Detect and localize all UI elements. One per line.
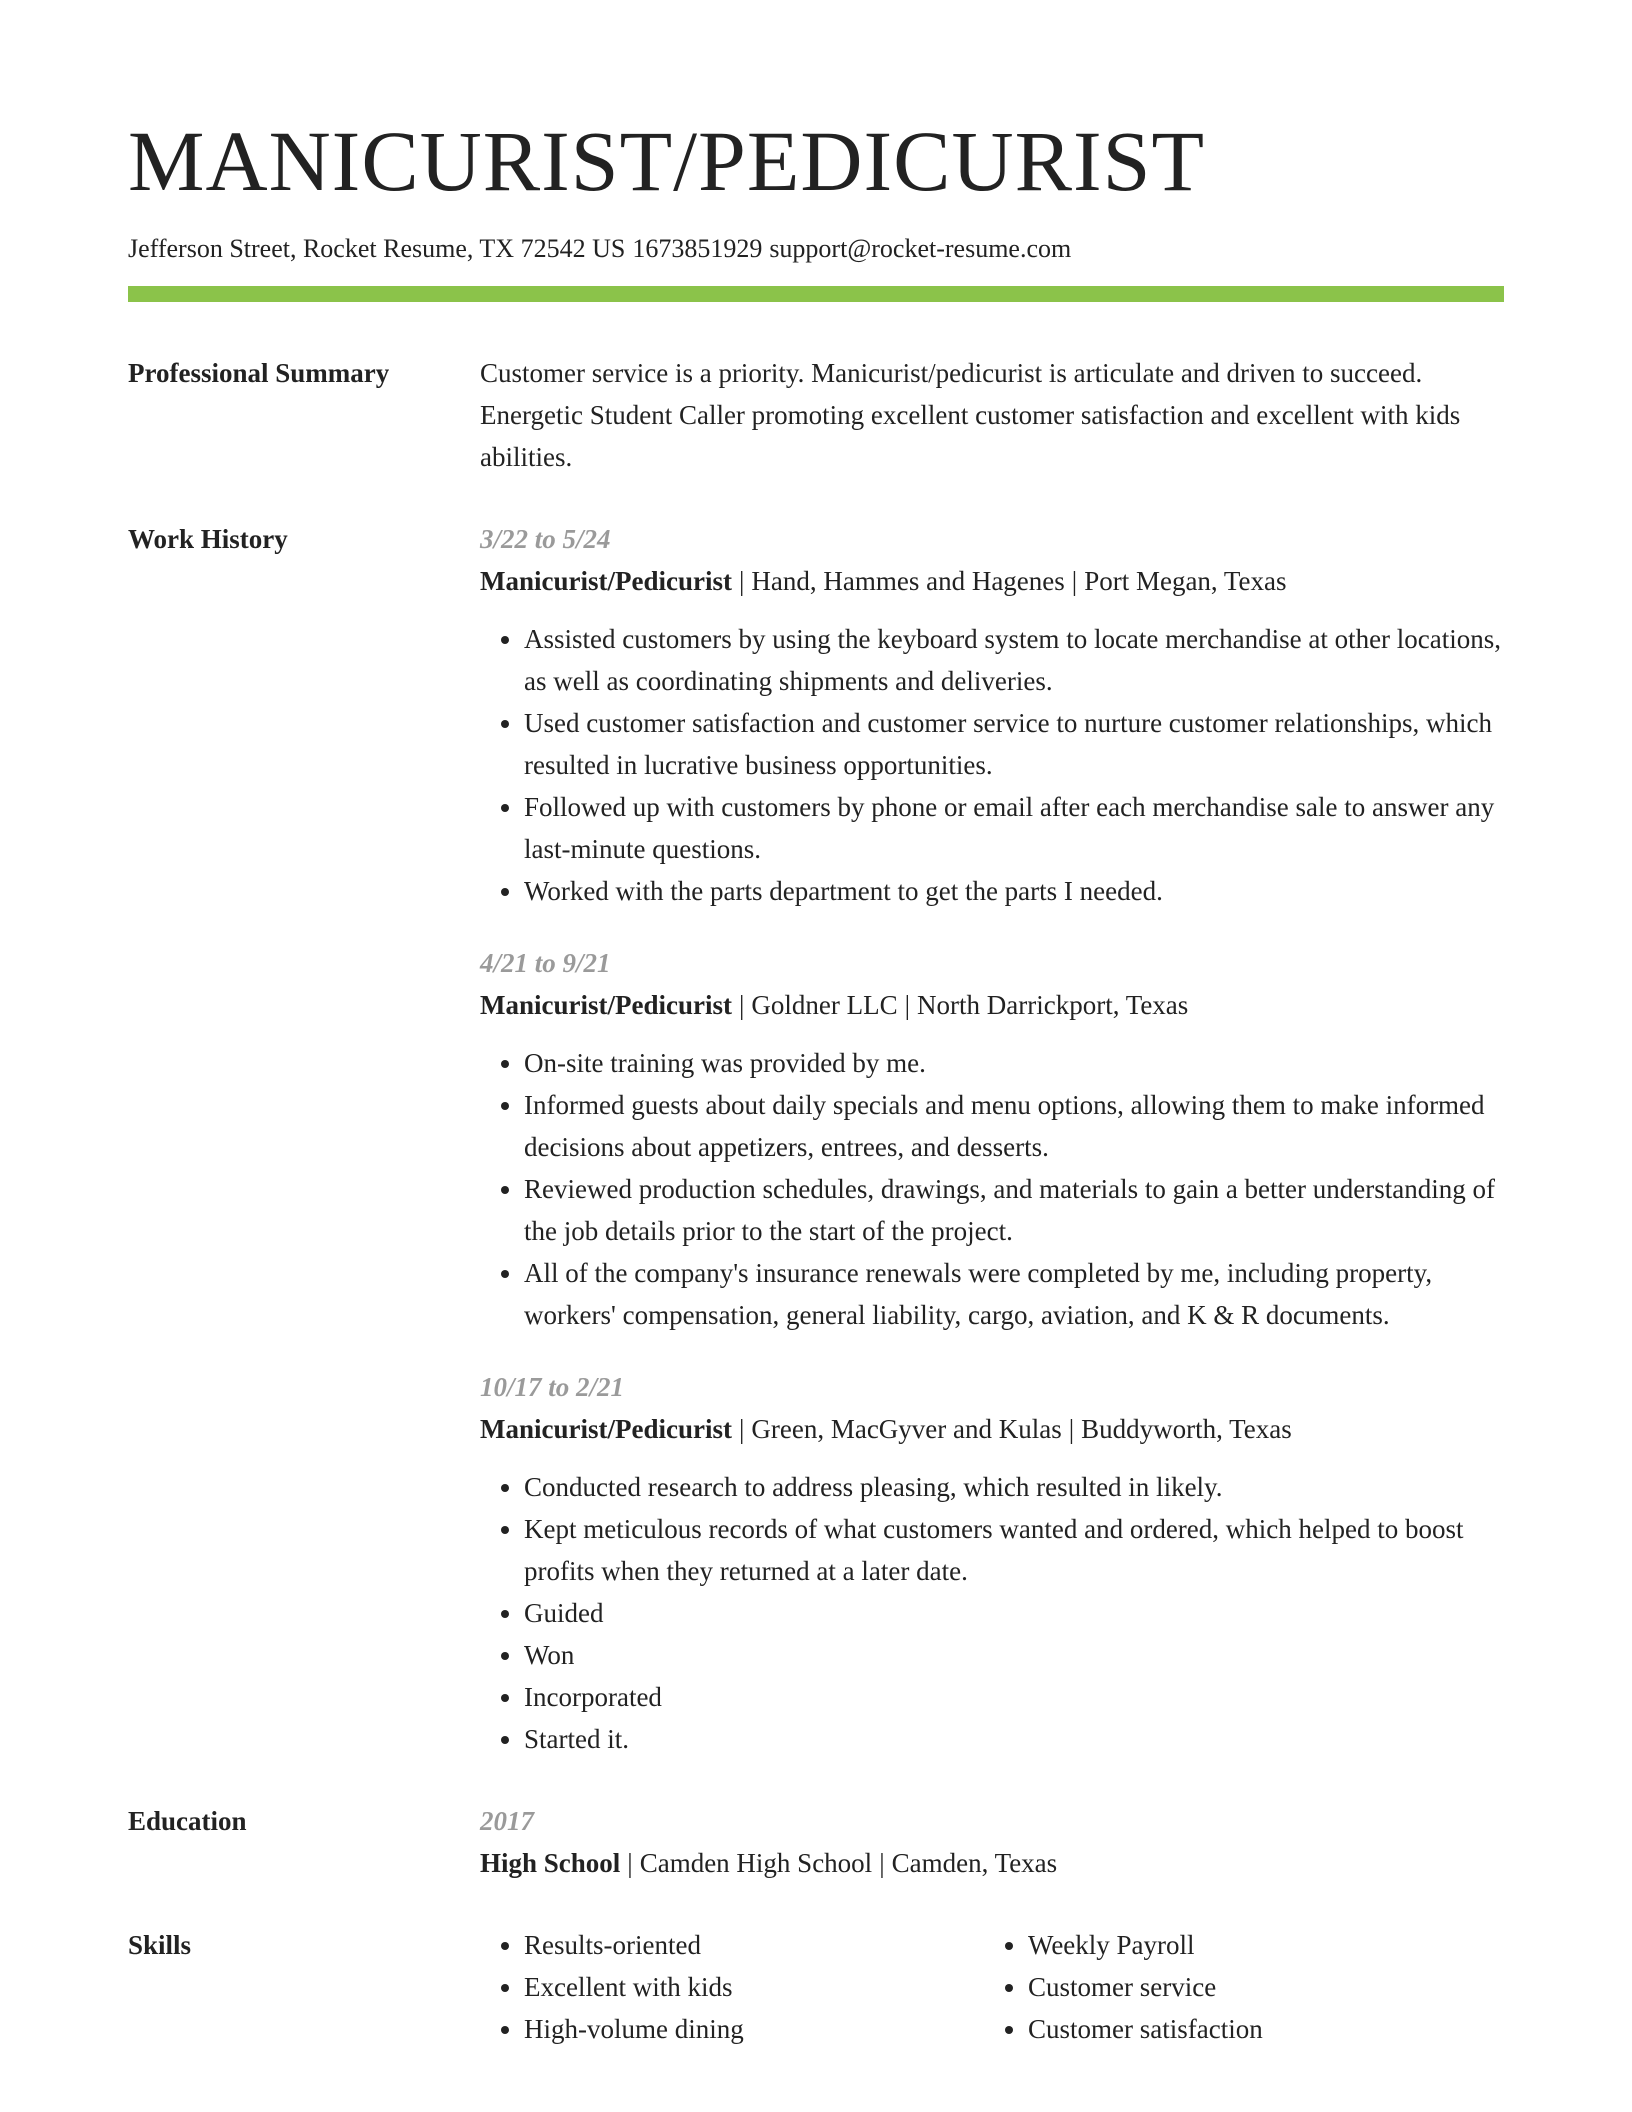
job-company: Green, MacGyver and Kulas: [751, 1413, 1062, 1444]
education-heading: Education: [128, 1805, 247, 1836]
job-entry: [480, 942, 1504, 1336]
skill-item: • Customer service: [1028, 1966, 1488, 2008]
job-bullet: • All of the company's insurance renewals were completed by me, including property, workers' compensation, general liability, cargo, aviation, and K & R documents.: [524, 1252, 1504, 1336]
job-bullets: [480, 1466, 1504, 1760]
job-heading: [480, 1408, 1504, 1450]
job-bullet: • Worked with the parts department to get the parts I needed.: [524, 870, 1504, 912]
job-location: North Darrickport, Texas: [917, 989, 1189, 1020]
job-bullet: • Guided: [524, 1592, 1504, 1634]
separator: |: [879, 1847, 885, 1878]
job-location: Buddyworth, Texas: [1081, 1413, 1292, 1444]
job-bullet: • Kept meticulous records of what customers wanted and ordered, which helped to boost profits when they returned at a later date.: [524, 1508, 1504, 1592]
work-history-section: [128, 518, 1504, 1760]
education-heading-line: [480, 1842, 1504, 1884]
job-bullet: • Assisted customers by using the keyboard system to locate merchandise at other locations, as well as coordinating shipments and deliveries.: [524, 618, 1504, 702]
job-heading: [480, 560, 1504, 602]
contact-phone: 1673851929: [632, 234, 763, 263]
skills-heading: Skills: [128, 1929, 192, 1960]
job-bullet: • On-site training was provided by me.: [524, 1042, 1504, 1084]
education-section: [128, 1800, 1504, 1884]
education-school: Camden High School: [639, 1847, 873, 1878]
work-history-heading: Work History: [128, 523, 288, 554]
job-bullet: • Conducted research to address pleasing, which resulted in likely.: [524, 1466, 1504, 1508]
education-degree: High School: [480, 1847, 621, 1878]
job-entry: [480, 1366, 1504, 1760]
skills-list-left: [480, 1924, 984, 2050]
separator: |: [1071, 565, 1078, 596]
skill-item: • Customer satisfaction: [1028, 2008, 1488, 2050]
skills-list-right: [984, 1924, 1488, 2050]
job-bullet: • Incorporated: [524, 1676, 1504, 1718]
job-bullet: • Won: [524, 1634, 1504, 1676]
separator: |: [738, 565, 745, 596]
job-entry: [480, 518, 1504, 912]
job-heading: [480, 984, 1504, 1026]
education-entry: [480, 1800, 1504, 1884]
job-bullets: [480, 618, 1504, 912]
contact-line: [128, 232, 1504, 266]
separator: |: [738, 1413, 745, 1444]
job-bullet: • Followed up with customers by phone or email after each merchandise sale to answer any last-minute questions.: [524, 786, 1504, 870]
separator: |: [904, 989, 911, 1020]
job-company: Hand, Hammes and Hagenes: [751, 565, 1065, 596]
job-bullet: • Reviewed production schedules, drawings, and materials to gain a better understanding of the job details prior to the start of the project.: [524, 1168, 1504, 1252]
skill-item: • Excellent with kids: [524, 1966, 984, 2008]
resume-page: [128, 113, 1504, 2050]
job-bullet: • Started it.: [524, 1718, 1504, 1760]
contact-address: Jefferson Street, Rocket Resume, TX 72542 US: [128, 234, 626, 263]
skills-columns: [480, 1924, 1504, 2050]
summary-text: Customer service is a priority. Manicurist/pedicurist is articulate and driven to succeed. Energetic Student Caller promoting excellent customer satisfaction and excellent with kids abilities.: [480, 357, 1461, 472]
skill-item: • Results-oriented: [524, 1924, 984, 1966]
work-history-list: [480, 518, 1504, 1760]
job-role: Manicurist/Pedicurist: [480, 565, 732, 596]
skill-item: • Weekly Payroll: [1028, 1924, 1488, 1966]
summary-section: [128, 352, 1504, 478]
job-bullet: • Informed guests about daily specials and menu options, allowing them to make informed decisions about appetizers, entrees, and desserts.: [524, 1084, 1504, 1168]
job-dates: 10/17 to 2/21: [480, 1371, 625, 1402]
header-accent-rule: [128, 286, 1504, 302]
education-location: Camden, Texas: [891, 1847, 1058, 1878]
job-dates: 4/21 to 9/21: [480, 947, 611, 978]
job-bullets: [480, 1042, 1504, 1336]
job-dates: 3/22 to 5/24: [480, 523, 611, 554]
contact-email: support@rocket-resume.com: [769, 234, 1072, 263]
job-location: Port Megan, Texas: [1084, 565, 1287, 596]
separator: |: [627, 1847, 633, 1878]
skills-section: [128, 1924, 1504, 2050]
job-company: Goldner LLC: [751, 989, 898, 1020]
separator: |: [738, 989, 745, 1020]
candidate-name: MANICURIST/PEDICURIST: [128, 113, 1205, 209]
skill-item: • High-volume dining: [524, 2008, 984, 2050]
job-role: Manicurist/Pedicurist: [480, 1413, 732, 1444]
separator: |: [1068, 1413, 1075, 1444]
job-role: Manicurist/Pedicurist: [480, 989, 732, 1020]
job-bullet: • Used customer satisfaction and customer service to nurture customer relationships, which resulted in lucrative business opportunities.: [524, 702, 1504, 786]
education-year: 2017: [480, 1805, 534, 1836]
summary-heading: Professional Summary: [128, 357, 390, 388]
